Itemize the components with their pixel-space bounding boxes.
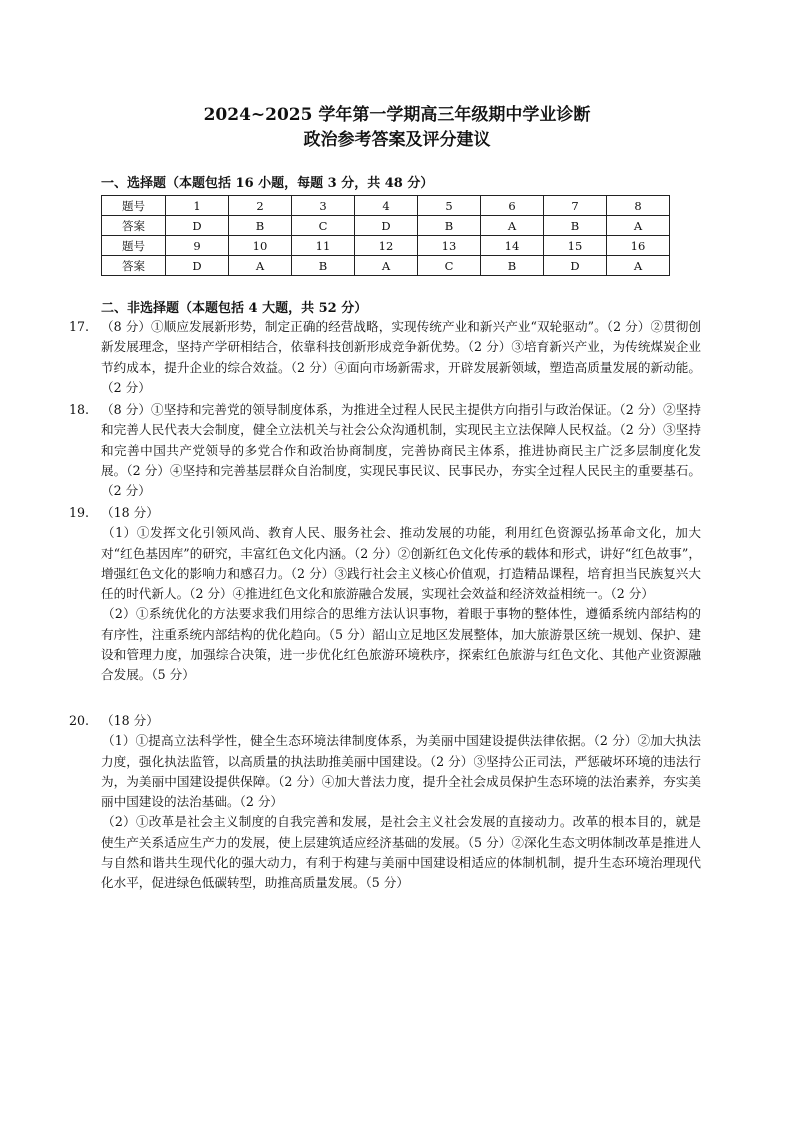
table-cell: 7 xyxy=(544,196,607,216)
question-number: 19. xyxy=(69,505,90,520)
table-cell: B xyxy=(544,216,607,236)
answer-table xyxy=(101,195,670,276)
section-heading-non-choice: 二、非选择题（本题包括 4 大题，共 52 分） xyxy=(101,301,368,316)
table-cell: 13 xyxy=(418,236,481,256)
table-row-header: 答案 xyxy=(102,216,166,236)
question-number: 20. xyxy=(69,713,90,728)
table-cell: 4 xyxy=(355,196,418,216)
table-cell: B xyxy=(418,216,481,236)
table-cell: A xyxy=(607,216,670,236)
question-18 xyxy=(69,400,701,501)
table-cell: 15 xyxy=(544,236,607,256)
answer-table-row xyxy=(102,256,670,276)
section-heading-multiple-choice: 一、选择题（本题包括 16 小题，每题 3 分，共 48 分） xyxy=(101,176,434,191)
table-cell: C xyxy=(292,216,355,236)
table-cell: 1 xyxy=(166,196,229,216)
table-row-header: 题号 xyxy=(102,196,166,216)
table-cell: D xyxy=(355,216,418,236)
sub-question-2: （2）①系统优化的方法要求我们用综合的思维方法认识事物，着眼于事物的整体性，遵循系统内部结构的有序性，注重系统内部结构的优化趋向。（5 分）韶山立足地区发展整体，加大旅游景区统一规划、保护、建设和管理力度，加强综合决策，进一步优化红色旅游环境秩序，探索红色旅游与红色文化、其他产业资源融合发展。（5 分） xyxy=(101,606,701,683)
question-number: 17. xyxy=(69,319,90,334)
sub-question-2: （2）①改革是社会主义制度的自我完善和发展，是社会主义社会发展的直接动力。改革的根本目的，就是使生产关系适应生产力的发展，使上层建筑适应经济基础的发展。（5 分）②深化生态文明体制改革是推进人与自然和谐共生现代化的强大动力，有利于构建与美丽中国建设相适应的体制机制，提升生态环境治理现代化水平，促进绿色低碳转型，助推高质量发展。（5 分） xyxy=(101,814,701,891)
page-title: 2024~2025 学年第一学期高三年级期中学业诊断 xyxy=(203,105,591,125)
table-cell: D xyxy=(166,216,229,236)
answer-table-row xyxy=(102,236,670,256)
question-score-header: （18 分） xyxy=(101,713,159,728)
table-cell: 2 xyxy=(229,196,292,216)
table-cell: D xyxy=(166,256,229,276)
table-cell: 11 xyxy=(292,236,355,256)
table-cell: A xyxy=(229,256,292,276)
table-row-header: 题号 xyxy=(102,236,166,256)
table-cell: 9 xyxy=(166,236,229,256)
table-cell: 3 xyxy=(292,196,355,216)
table-cell: 16 xyxy=(607,236,670,256)
question-20 xyxy=(69,711,701,894)
question-answer-text: （8 分）①顺应发展新形势，制定正确的经营战略，实现传统产业和新兴产业“双轮驱动”。（2 分）②贯彻创新发展理念，坚持产学研相结合，依靠科技创新形成竞争新优势。（2 分）③培育新兴产业，为传统煤炭企业节约成本，提升企业的综合效益。（2 分）④面向市场新需求，开辟发展新领域，塑造高质量发展的新动能。（2 分） xyxy=(101,319,701,395)
page-subtitle: 政治参考答案及评分建议 xyxy=(303,130,491,150)
sub-question-1: （1）①发挥文化引领风尚、教育人民、服务社会、推动发展的功能，利用红色资源弘扬革命文化，加大对“红色基因库”的研究，丰富红色文化内涵。（2 分）②创新红色文化传承的载体和形式，讲好“红色故事”，增强红色文化的影响力和感召力。（2 分）③践行社会主义核心价值观，打造精品课程，培育担当民族复兴大任的时代新人。（2 分）④推进红色文化和旅游融合发展，实现社会效益和经济效益相统一。（2 分） xyxy=(101,525,701,602)
table-cell: A xyxy=(481,216,544,236)
table-cell: 14 xyxy=(481,236,544,256)
table-cell: C xyxy=(418,256,481,276)
question-score-header: （18 分） xyxy=(101,505,159,520)
answer-table-row xyxy=(102,216,670,236)
table-cell: 5 xyxy=(418,196,481,216)
table-cell: 8 xyxy=(607,196,670,216)
table-row-header: 答案 xyxy=(102,256,166,276)
table-cell: B xyxy=(229,216,292,236)
question-number: 18. xyxy=(69,402,90,417)
table-cell: 6 xyxy=(481,196,544,216)
question-19 xyxy=(69,503,701,686)
question-answer-text: （8 分）①坚持和完善党的领导制度体系，为推进全过程人民民主提供方向指引与政治保证。（2 分）②坚持和完善人民代表大会制度，健全立法机关与社会公众沟通机制，实现民主立法保障人民权益。（2 分）③坚持和完善中国共产党领导的多党合作和政治协商制度，完善协商民主体系，推进协商民主广泛多层制度化发展。（2 分）④坚持和完善基层群众自治制度，实现民事民议、民事民办，夯实全过程人民民主的重要基石。（2 分） xyxy=(101,402,701,499)
table-cell: D xyxy=(544,256,607,276)
table-cell: 10 xyxy=(229,236,292,256)
answer-table-row xyxy=(102,196,670,216)
table-cell: B xyxy=(292,256,355,276)
table-cell: A xyxy=(607,256,670,276)
table-cell: 12 xyxy=(355,236,418,256)
table-cell: A xyxy=(355,256,418,276)
sub-question-1: （1）①提高立法科学性，健全生态环境法律制度体系，为美丽中国建设提供法律依据。（2 分）②加大执法力度，强化执法监管，以高质量的执法助推美丽中国建设。（2 分）③坚持公正司法，严惩破坏环境的违法行为，为美丽中国建设提供保障。（2 分）④加大普法力度，提升全社会成员保护生态环境的法治素养，夯实美丽中国建设的法治基础。（2 分） xyxy=(101,733,701,810)
question-17 xyxy=(69,317,701,398)
table-cell: B xyxy=(481,256,544,276)
